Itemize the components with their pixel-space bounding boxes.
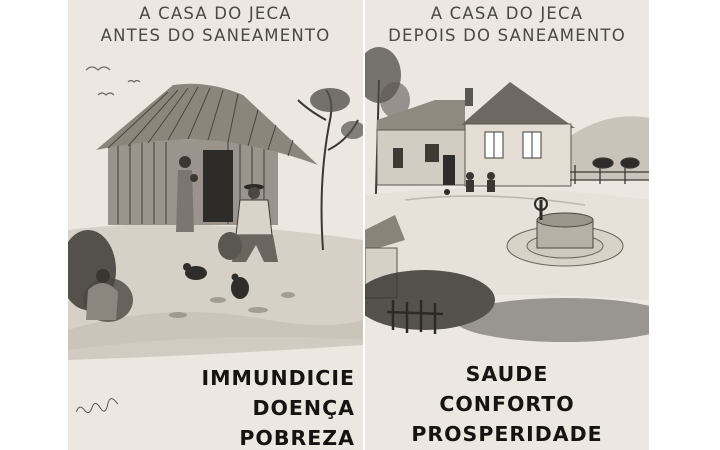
caption-line: SAUDE	[465, 362, 549, 386]
caption-line: PROSPERIDADE	[411, 422, 603, 446]
before-panel	[68, 0, 363, 450]
caption-line: CONFORTO	[439, 392, 575, 416]
right-title-line1: A CASA DO JECA	[430, 4, 584, 23]
right-caption	[365, 359, 649, 449]
caption-line: DOENÇA	[252, 396, 355, 420]
left-title-line1: A CASA DO JECA	[139, 4, 292, 23]
right-title-line2: DEPOIS DO SANEAMENTO	[388, 26, 626, 45]
after-panel	[365, 0, 649, 450]
left-caption	[201, 363, 355, 450]
caption-line: IMMUNDICIE	[201, 366, 355, 390]
left-title-line2: ANTES DO SANEAMENTO	[100, 26, 331, 45]
caption-line: POBREZA	[239, 426, 355, 450]
